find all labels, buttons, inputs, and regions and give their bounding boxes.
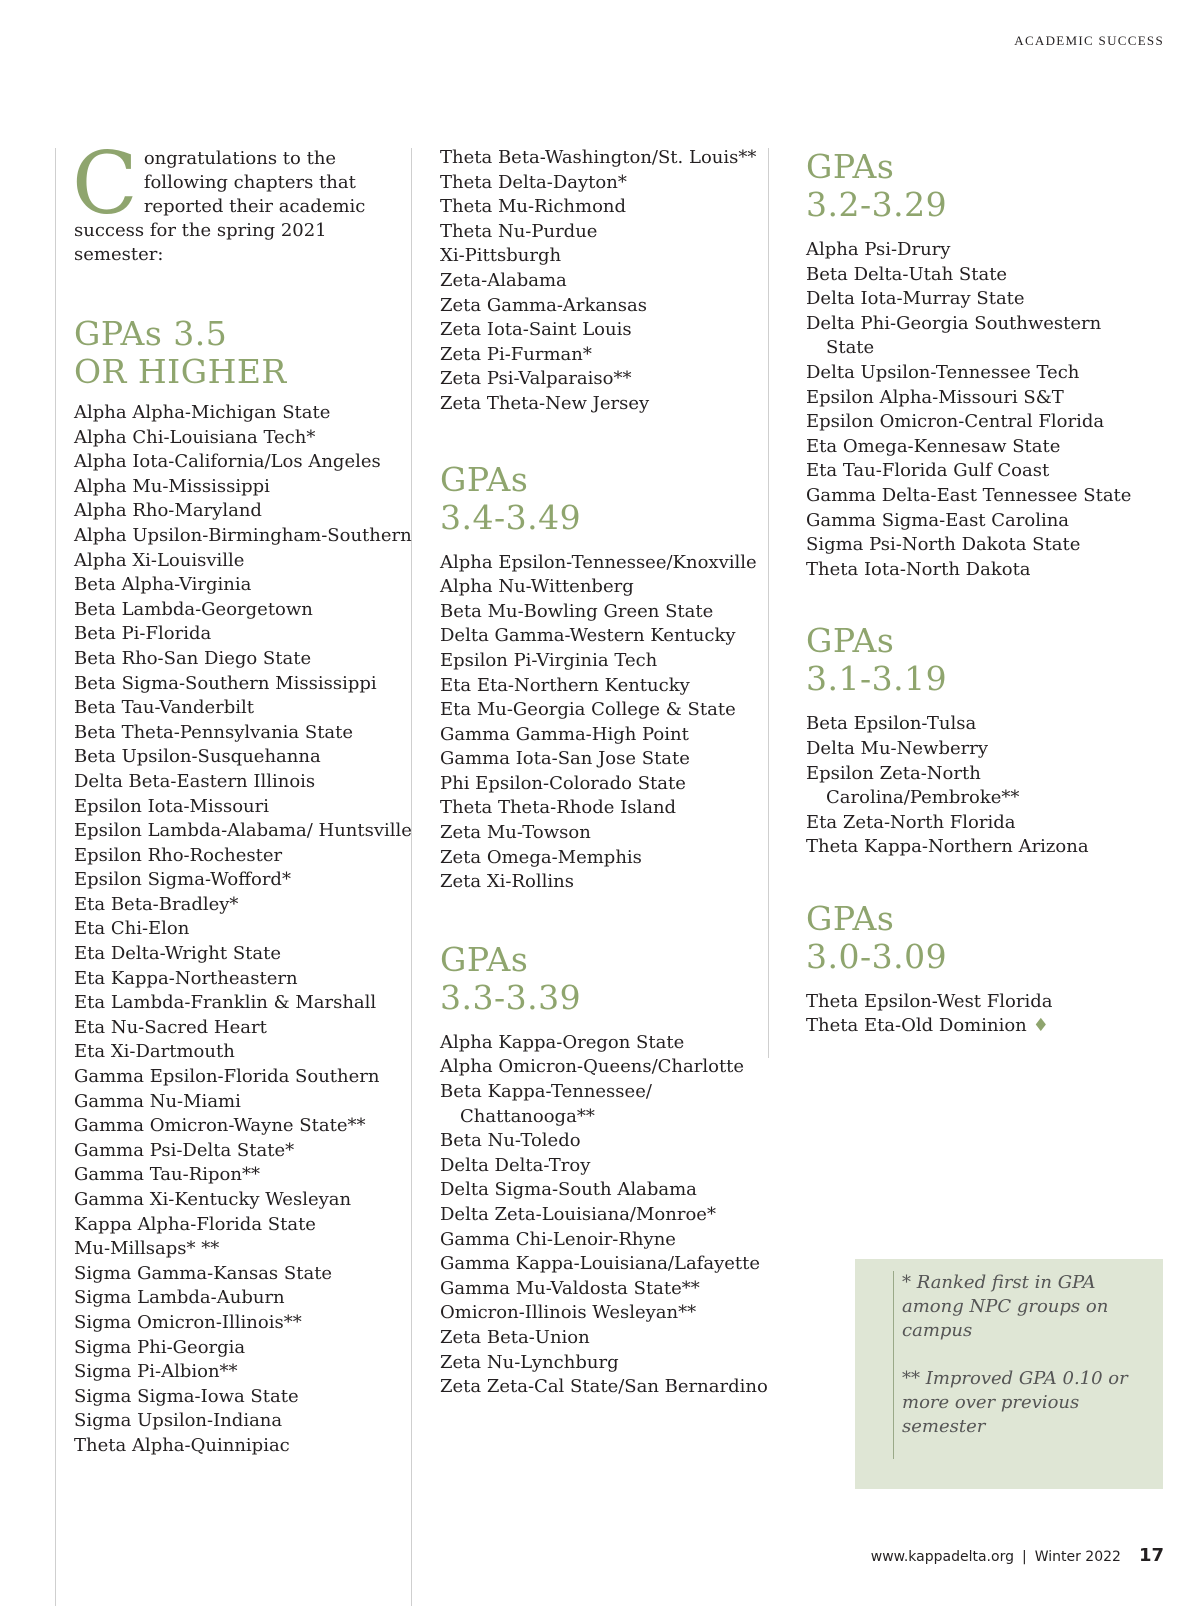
chapter-list-item: Eta Delta-Wright State xyxy=(74,943,282,965)
heading-line-1: GPAs 3.5 xyxy=(74,314,228,353)
chapter-list-item: Gamma Epsilon-Florida Southern xyxy=(74,1066,380,1088)
chapter-list xyxy=(440,1031,770,1400)
chapter-list-item: Delta Gamma-Western Kentucky xyxy=(440,625,736,647)
column-1 xyxy=(72,134,414,1495)
chapter-list xyxy=(440,551,770,895)
chapter-list-item: Zeta Theta-New Jersey xyxy=(440,392,650,414)
chapter-list-item: Zeta Nu-Lynchburg xyxy=(440,1351,619,1373)
chapter-list-item: Zeta Pi-Furman* xyxy=(440,343,592,365)
chapter-list-item: Alpha Omicron-Queens/Charlotte xyxy=(440,1056,745,1078)
chapter-list-item: Beta Upsilon-Susquehanna xyxy=(74,746,321,768)
chapter-list-item: Epsilon Rho-Rochester xyxy=(74,844,283,866)
chapter-list-item: Sigma Upsilon-Indiana xyxy=(74,1410,283,1432)
chapter-list-item: Zeta Iota-Saint Louis xyxy=(440,319,632,341)
heading-line-1: GPAs xyxy=(806,621,895,661)
chapter-list-item: Delta Upsilon-Tennessee Tech xyxy=(806,361,1080,383)
chapter-list-item: Delta Mu-Newberry xyxy=(806,737,988,759)
chapter-list-item: Beta Sigma-Southern Mississippi xyxy=(74,672,377,694)
chapter-list-item: Gamma Iota-San Jose State xyxy=(440,748,690,770)
chapter-list-item: Epsilon Sigma-Wofford* xyxy=(74,869,291,891)
chapter-list-item: Sigma Gamma-Kansas State xyxy=(74,1262,333,1284)
chapter-list-item: Gamma Psi-Delta State* xyxy=(74,1139,295,1161)
chapter-list-item: Beta Epsilon-Tulsa xyxy=(806,713,977,735)
chapter-list-item: Alpha Xi-Louisville xyxy=(74,549,245,571)
chapter-list-item: Gamma Xi-Kentucky Wesleyan xyxy=(74,1189,352,1210)
chapter-list-item: Phi Epsilon-Colorado State xyxy=(440,772,686,794)
section-gpa-3-4 xyxy=(440,461,770,895)
section-gpa-3-0 xyxy=(806,900,1136,1039)
chapter-list-item: Beta Pi-Florida xyxy=(74,623,212,645)
legend-box xyxy=(855,1259,1163,1489)
chapter-list-item: Theta Theta-Rhode Island xyxy=(440,797,677,819)
intro-paragraph xyxy=(72,134,414,267)
chapter-list-item: Sigma Psi-North Dakota State xyxy=(806,534,1081,556)
chapter-list-item: Alpha Mu-Mississippi xyxy=(74,475,270,497)
legend-note-ranked-first: * Ranked first in GPA among NPC groups on campus xyxy=(902,1272,1109,1341)
page-footer xyxy=(871,1545,1164,1566)
column-divider-left xyxy=(55,148,56,1606)
legend-note-improved-gpa: ** Improved GPA 0.10 or more over previous semester xyxy=(902,1368,1128,1437)
chapter-list-item: Gamma Chi-Lenoir-Rhyne xyxy=(440,1228,676,1250)
heading-line-1: GPAs xyxy=(806,898,895,938)
chapter-list-item: Beta Alpha-Virginia xyxy=(74,574,252,596)
chapter-list-item: Alpha Kappa-Oregon State xyxy=(440,1031,685,1053)
chapter-list-item: Epsilon Lambda-Alabama/ Huntsville xyxy=(74,820,412,842)
chapter-list-item: Zeta Zeta-Cal State/San Bernardino xyxy=(440,1376,768,1398)
chapter-list-item: Alpha Rho-Maryland xyxy=(74,500,262,522)
heading-line-2: 3.3-3.39 xyxy=(440,977,582,1017)
section-gpa-3-3 xyxy=(440,941,770,1400)
chapter-list-item: Theta Mu-Richmond xyxy=(440,196,627,218)
section-gpa-3-5-continued xyxy=(440,146,770,417)
chapter-list-item: Eta Chi-Elon xyxy=(74,918,190,940)
chapter-list-item: Beta Rho-San Diego State xyxy=(74,647,312,669)
chapter-list-item: Sigma Phi-Georgia xyxy=(74,1336,246,1358)
chapter-list-item: Alpha Psi-Drury xyxy=(806,239,951,260)
chapter-list-item: Theta Delta-Dayton* xyxy=(440,171,627,193)
chapter-list-item: Beta Mu-Bowling Green State xyxy=(440,600,714,622)
chapter-list-item: Theta Kappa-Northern Arizona xyxy=(806,836,1089,858)
chapter-list-item: Theta Eta-Old Dominion ♦ xyxy=(806,1015,1049,1037)
chapter-list-item: Eta Kappa-Northeastern xyxy=(74,967,298,989)
chapter-list-item: Delta Zeta-Louisiana/Monroe* xyxy=(440,1204,716,1225)
heading-line-1: GPAs xyxy=(440,459,529,499)
chapter-list-item: Epsilon Alpha-Missouri S&T xyxy=(806,386,1064,408)
chapter-list-item: Beta Nu-Toledo xyxy=(440,1130,581,1152)
chapter-list-item: Kappa Alpha-Florida State xyxy=(74,1213,316,1235)
chapter-list-item: Delta Beta-Eastern Illinois xyxy=(74,770,316,792)
chapter-list-item: Sigma Omicron-Illinois** xyxy=(74,1311,302,1333)
legend-notes xyxy=(893,1271,1152,1459)
heading-line-2: 3.0-3.09 xyxy=(806,936,948,976)
section-heading xyxy=(806,148,1136,224)
heading-line-1: GPAs xyxy=(440,939,529,979)
chapter-list-item: Gamma Mu-Valdosta State** xyxy=(440,1277,700,1299)
end-mark-icon: ♦ xyxy=(1032,1015,1049,1037)
website-url: www.kappadelta.org xyxy=(870,1549,1014,1565)
chapter-list-item: Alpha Chi-Louisiana Tech* xyxy=(74,426,316,448)
chapter-list-item: Zeta Mu-Towson xyxy=(440,822,591,844)
chapter-list-item: Gamma Omicron-Wayne State** xyxy=(74,1115,366,1137)
chapter-list-item: Delta Sigma-South Alabama xyxy=(440,1179,697,1201)
chapter-list-item: Alpha Upsilon-Birmingham-Southern xyxy=(74,524,412,546)
issue-label: Winter 2022 xyxy=(1034,1549,1121,1565)
chapter-list-item: Xi-Pittsburgh xyxy=(440,245,562,267)
chapter-list-item: Delta Iota-Murray State xyxy=(806,288,1025,310)
chapter-list-item: Eta Zeta-North Florida xyxy=(806,811,1016,833)
chapter-list xyxy=(806,990,1136,1039)
chapter-list-item: Gamma Kappa-Louisiana/Lafayette xyxy=(440,1253,761,1275)
chapter-list-item: Theta Beta-Washington/St. Louis** xyxy=(440,147,757,168)
chapter-list-item: Theta Epsilon-West Florida xyxy=(806,990,1053,1012)
chapter-list-item: Epsilon Iota-Missouri xyxy=(74,795,270,817)
chapter-list-item: Sigma Lambda-Auburn xyxy=(74,1287,285,1309)
section-gpa-3-2 xyxy=(806,148,1136,582)
chapter-list xyxy=(74,401,414,1459)
heading-line-2: 3.2-3.29 xyxy=(806,185,948,224)
chapter-list-item: Delta Phi-Georgia Southwestern State xyxy=(806,312,1102,359)
section-heading xyxy=(806,622,1136,698)
chapter-list-item: Sigma Sigma-Iowa State xyxy=(74,1385,299,1407)
section-heading xyxy=(806,900,1136,976)
chapter-list-item: Epsilon Zeta-North Carolina/Pembroke** xyxy=(806,762,1020,809)
chapter-list-item: Omicron-Illinois Wesleyan** xyxy=(440,1302,697,1324)
chapter-list-item: Delta Delta-Troy xyxy=(440,1154,591,1176)
chapter-list-item: Eta Beta-Bradley* xyxy=(74,893,239,915)
column-2 xyxy=(440,147,770,1436)
chapter-list-item: Eta Tau-Florida Gulf Coast xyxy=(806,460,1050,482)
chapter-list-item: Gamma Sigma-East Carolina xyxy=(806,509,1070,531)
chapter-list-item: Zeta Beta-Union xyxy=(440,1326,590,1348)
chapter-list-item: Mu-Millsaps* ** xyxy=(74,1238,220,1260)
chapter-list-item: Eta Nu-Sacred Heart xyxy=(74,1016,267,1038)
section-heading xyxy=(440,461,770,537)
chapter-list-item: Zeta Gamma-Arkansas xyxy=(440,294,647,316)
chapter-list-item: Gamma Delta-East Tennessee State xyxy=(806,484,1132,506)
chapter-list-item: Beta Kappa-Tennessee/ Chattanooga** xyxy=(440,1081,652,1127)
chapter-list-item: Zeta Omega-Memphis xyxy=(440,846,642,868)
drop-cap: C xyxy=(72,134,138,234)
chapter-list-item: Alpha Nu-Wittenberg xyxy=(440,576,634,598)
chapter-list-item: Theta Alpha-Quinnipiac xyxy=(74,1434,290,1456)
section-heading xyxy=(440,941,770,1017)
chapter-list-item: Beta Delta-Utah State xyxy=(806,263,1008,285)
chapter-list-item: Alpha Alpha-Michigan State xyxy=(74,402,331,423)
section-label: ACADEMIC SUCCESS xyxy=(1014,33,1164,48)
chapter-list-item: Beta Lambda-Georgetown xyxy=(74,598,313,620)
section-heading xyxy=(74,315,414,391)
chapter-list-item: Sigma Pi-Albion** xyxy=(74,1361,238,1383)
chapter-list-item: Gamma Gamma-High Point xyxy=(440,723,689,745)
chapter-list-item: Zeta Psi-Valparaiso** xyxy=(440,368,632,390)
chapter-list-item: Epsilon Pi-Virginia Tech xyxy=(440,649,658,671)
chapter-list-item: Eta Lambda-Franklin & Marshall xyxy=(74,992,377,1014)
heading-line-2: 3.4-3.49 xyxy=(440,497,582,537)
chapter-list-item: Zeta Xi-Rollins xyxy=(440,871,574,893)
footer-separator: | xyxy=(1021,1549,1027,1565)
chapter-list xyxy=(806,712,1136,860)
section-gpa-3-1 xyxy=(806,622,1136,860)
chapter-list-item: Eta Omega-Kennesaw State xyxy=(806,435,1061,457)
chapter-list-item: Eta Xi-Dartmouth xyxy=(74,1041,235,1063)
intro-text: ongratulations to the following chapters that reported their academic success for the spring 2021 semester: xyxy=(74,148,366,265)
chapter-list xyxy=(440,146,770,417)
chapter-list-item: Zeta-Alabama xyxy=(440,269,567,291)
chapter-list-item: Epsilon Omicron-Central Florida xyxy=(806,411,1105,433)
chapter-list-item: Eta Mu-Georgia College & State xyxy=(440,699,736,721)
chapter-list-item: Beta Theta-Pennsylvania State xyxy=(74,721,354,743)
chapter-list-item: Eta Eta-Northern Kentucky xyxy=(440,674,690,696)
chapter-list-item: Theta Nu-Purdue xyxy=(440,220,598,242)
chapter-list-item: Alpha Epsilon-Tennessee/Knoxville xyxy=(440,551,757,573)
section-gpa-3-5 xyxy=(74,315,414,1459)
chapter-list-item: Alpha Iota-California/Los Angeles xyxy=(74,451,381,473)
page-number: 17 xyxy=(1138,1545,1164,1566)
chapter-list-item: Beta Tau-Vanderbilt xyxy=(74,697,254,719)
chapter-list-item: Gamma Tau-Ripon** xyxy=(74,1164,260,1186)
heading-line-2: 3.1-3.19 xyxy=(806,659,948,699)
chapter-list xyxy=(806,238,1136,582)
heading-line-1: GPAs xyxy=(806,147,895,186)
chapter-list-item: Theta Iota-North Dakota xyxy=(806,558,1031,580)
heading-line-2: OR HIGHER xyxy=(74,352,287,391)
chapter-list-item: Gamma Nu-Miami xyxy=(74,1090,241,1112)
column-3 xyxy=(806,148,1136,1075)
